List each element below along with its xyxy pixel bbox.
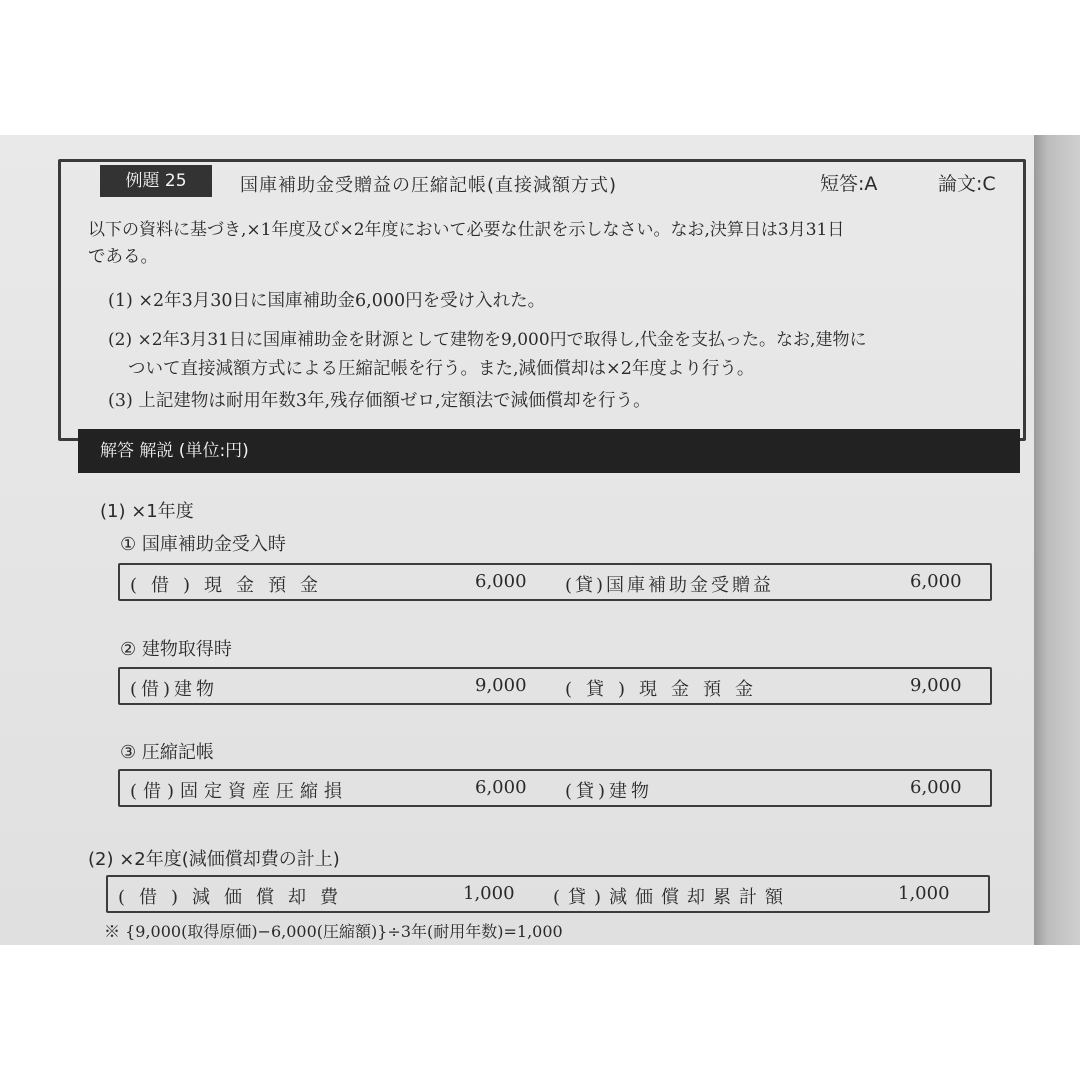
essay-rank: 論文:C bbox=[938, 173, 996, 195]
debit-account: (借)現金預金 bbox=[130, 575, 333, 596]
debit-amount: 6,000 bbox=[475, 777, 527, 798]
debit-account: (借)固定資産圧縮損 bbox=[130, 781, 349, 802]
credit-amount: 6,000 bbox=[910, 777, 962, 798]
subsection-compression-entry: ③ 圧縮記帳 bbox=[120, 742, 214, 763]
answer-header-bar bbox=[78, 429, 1020, 473]
book-page bbox=[0, 135, 1034, 945]
page-edge-shadow bbox=[1034, 135, 1080, 945]
journal-entry-3 bbox=[118, 769, 992, 807]
debit-amount: 9,000 bbox=[475, 675, 527, 696]
subsection-subsidy-received: ① 国庫補助金受入時 bbox=[120, 534, 286, 555]
example-tag: 例題 25 bbox=[100, 165, 212, 197]
credit-account: (貸)現金預金 bbox=[565, 679, 768, 700]
debit-account: (借)減価償却費 bbox=[118, 887, 353, 908]
debit-amount: 6,000 bbox=[475, 571, 527, 592]
problem-text-line: 以下の資料に基づき,×1年度及び×2年度において必要な仕訳を示しなさい。なお,決算日は3月31日 bbox=[88, 220, 845, 240]
credit-amount: 6,000 bbox=[910, 571, 962, 592]
problem-text-line: (2) ×2年3月31日に国庫補助金を財源として建物を9,000円で取得し,代金を支払った。なお,建物に bbox=[108, 330, 867, 350]
section-year2: (2) ×2年度(減価償却費の計上) bbox=[88, 849, 340, 870]
credit-amount: 9,000 bbox=[910, 675, 962, 696]
journal-entry-2 bbox=[118, 667, 992, 705]
journal-entry-4 bbox=[106, 875, 990, 913]
problem-text-line: ついて直接減額方式による圧縮記帳を行う。また,減価償却は×2年度より行う。 bbox=[128, 359, 755, 379]
answer-header: 解答 解説 (単位:円) bbox=[100, 441, 249, 461]
subsection-building-acquired: ② 建物取得時 bbox=[120, 639, 232, 660]
debit-account: (借)建物 bbox=[130, 679, 219, 700]
section-year1: (1) ×1年度 bbox=[100, 501, 194, 522]
calculation-note: ※ {9,000(取得原価)−6,000(圧縮額)}÷3年(耐用年数)=1,000 bbox=[104, 922, 563, 941]
debit-amount: 1,000 bbox=[463, 883, 515, 904]
problem-text-line: (3) 上記建物は耐用年数3年,残存価額ゼロ,定額法で減価償却を行う。 bbox=[108, 391, 651, 411]
book-photo bbox=[0, 135, 1080, 945]
short-answer-rank: 短答:A bbox=[820, 173, 878, 195]
problem-text-line: (1) ×2年3月30日に国庫補助金6,000円を受け入れた。 bbox=[108, 291, 546, 311]
credit-amount: 1,000 bbox=[898, 883, 950, 904]
credit-account: (貸)建物 bbox=[565, 781, 654, 802]
problem-title: 国庫補助金受贈益の圧縮記帳(直接減額方式) bbox=[240, 175, 618, 196]
journal-entry-1 bbox=[118, 563, 992, 601]
credit-account: (貸)減価償却累計額 bbox=[553, 887, 792, 908]
credit-account: (貸)国庫補助金受贈益 bbox=[565, 575, 775, 596]
problem-text-line: である。 bbox=[88, 247, 158, 267]
